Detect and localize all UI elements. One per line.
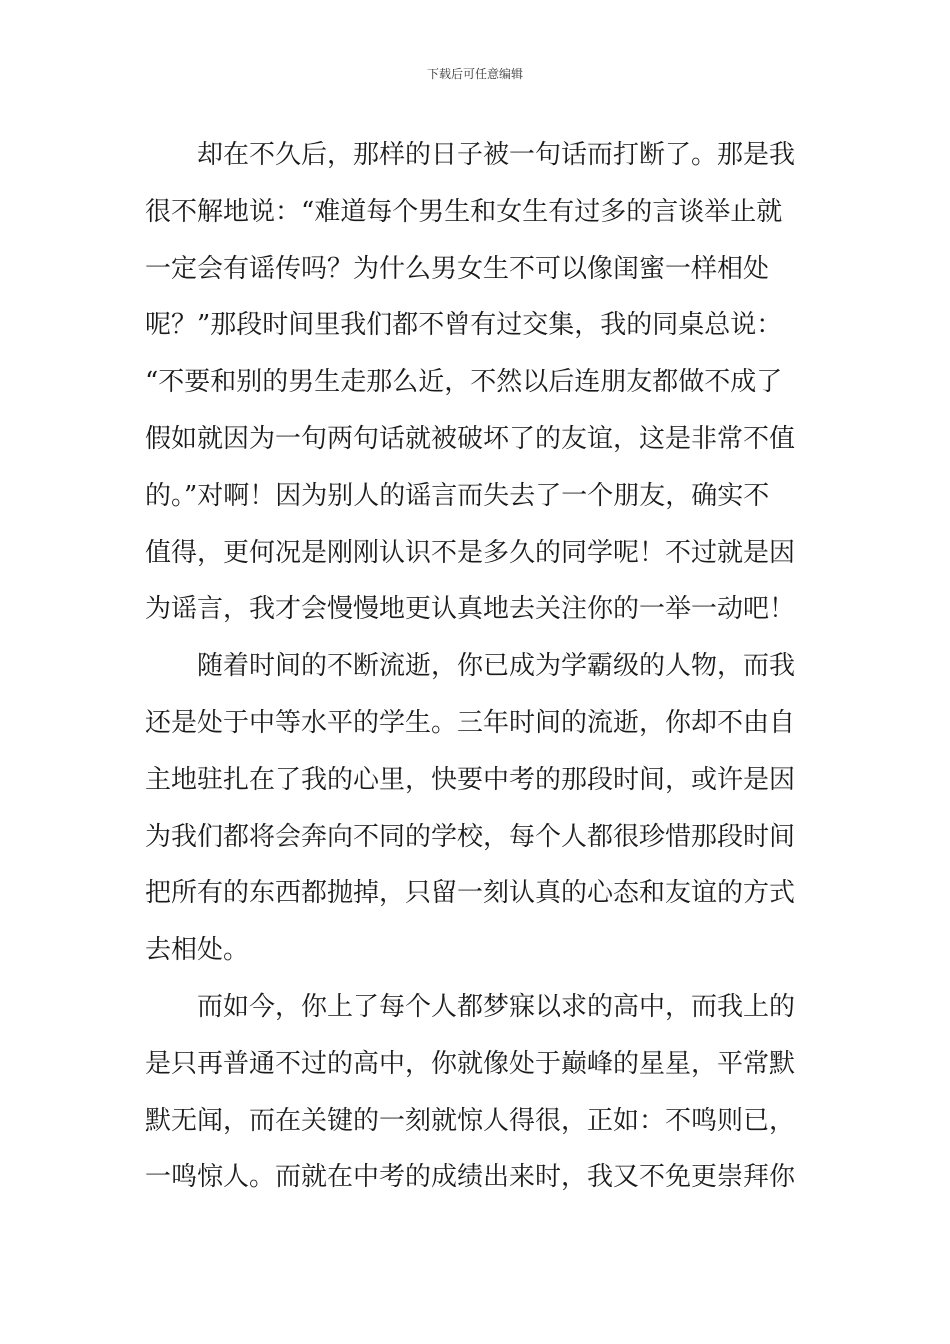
text-line: 假如就因为一句两句话就被破坏了的友谊，这是非常不值 [145, 423, 796, 454]
text-line: 呢？”那段时间里我们都不曾有过交集，我的同桌总说： [145, 310, 783, 341]
text-line: 随着时间的不断流逝，你已成为学霸级的人物，而我 [197, 651, 796, 682]
text-line: 而如今，你上了每个人都梦寐以求的高中，而我上的 [197, 991, 796, 1022]
text-line: 的。”对啊！因为别人的谣言而失去了一个朋友，确实不 [145, 480, 770, 511]
text-line: 值得，更何况是刚刚认识不是多久的同学呢！不过就是因 [145, 537, 796, 568]
text-line: 去相处。 [145, 935, 250, 966]
text-line: 还是处于中等水平的学生。三年时间的流逝，你却不由自 [145, 707, 796, 738]
text-line: 默无闻，而在关键的一刻就惊人得很，正如：不鸣则已， [145, 1105, 796, 1136]
text-line: 把所有的东西都抛掉，只留一刻认真的心态和友谊的方式 [145, 878, 796, 909]
text-line: 一鸣惊人。而就在中考的成绩出来时，我又不免更崇拜你 [145, 1162, 796, 1193]
text-line: 却在不久后，那样的日子被一句话而打断了。那是我 [197, 140, 796, 170]
text-line: “不要和别的男生走那么近，不然以后连朋友都做不成了 [145, 367, 783, 398]
text-line: 为谣言，我才会慢慢地更认真地去关注你的一举一动吧！ [145, 594, 796, 625]
page-header: 下载后可任意编辑 [426, 67, 523, 81]
text-line: 为我们都将会奔向不同的学校，每个人都很珍惜那段时间 [145, 821, 796, 852]
document-body [145, 127, 807, 1206]
text-line: 很不解地说：“难道每个男生和女生有过多的言谈举止就 [145, 196, 783, 227]
text-line: 主地驻扎在了我的心里，快要中考的那段时间，或许是因 [145, 764, 796, 795]
text-line: 是只再普通不过的高中，你就像处于巅峰的星星，平常默 [145, 1048, 796, 1079]
text-line: 一定会有谣传吗？为什么男女生不可以像闺蜜一样相处 [145, 253, 770, 284]
